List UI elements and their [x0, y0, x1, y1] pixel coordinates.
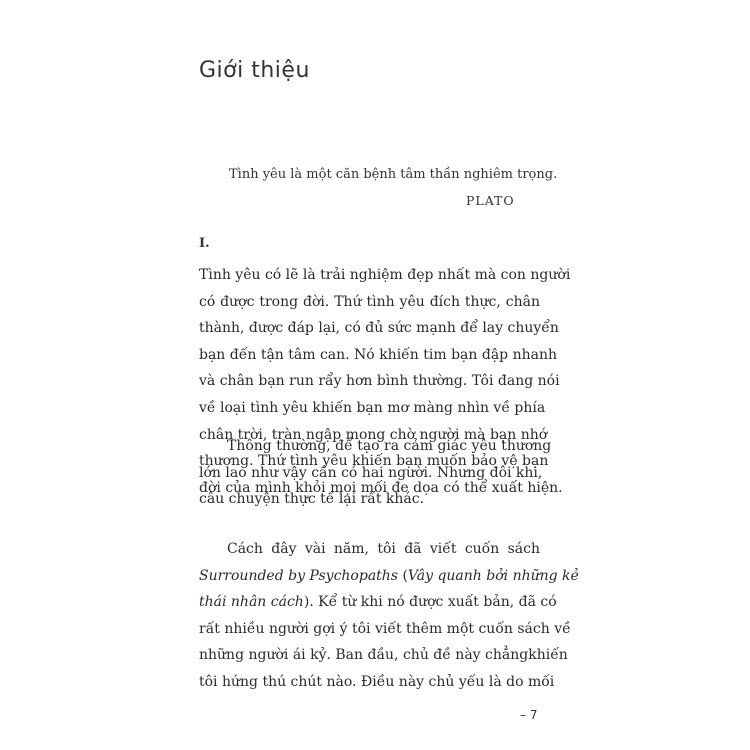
text-line: chân trời, tràn ngập mong chờ người mà bạn nhớ — [199, 426, 548, 443]
book-translation: Vây quanh bởi những kẻ — [407, 567, 579, 584]
text-line: những người ái kỷ. Ban đầu, chủ đề này chẳngkhiến — [199, 647, 568, 664]
text-line: có được trong đời. Thứ tình yêu đích thực, chân — [199, 293, 540, 310]
text-segment: . Kể từ khi nó được xuất bản, đã có — [309, 594, 557, 611]
text-line: tôi hứng thú chút nào. Điều này chủ yếu là do mối — [199, 673, 555, 690]
text-line: Thông thường, để tạo ra cảm giác yêu thương — [227, 438, 552, 454]
text-line: câu chuyện thực tế lại rất khác. — [199, 491, 425, 508]
text-line: thương. Thứ tình yêu khiến bạn muốn bảo vệ bạn — [199, 453, 549, 470]
epigraph-quote: Tình yêu là một căn bệnh tâm thần nghiêm trọng. — [229, 167, 558, 182]
text-line: Cách đây vài năm, tôi đã viết cuốn sách — [227, 541, 540, 557]
text-line: thành, được đáp lại, có đủ sức mạnh để lay chuyển — [199, 320, 559, 337]
text-line: thái nhân cách). Kể từ khi nó được xuất bản, đã có — [199, 594, 557, 611]
text-line: Surrounded by Psychopaths (Vây quanh bởi những kẻ — [199, 567, 579, 584]
text-line: rất nhiều người gợi ý tôi viết thêm một cuốn sách về — [199, 620, 571, 637]
section-number: I. — [199, 236, 210, 251]
text-line: lớn lao như vậy cần có hai người. Nhưng đôi khi, — [199, 464, 543, 481]
paragraph-2 — [199, 433, 563, 513]
text-line: Tình yêu có lẽ là trải nghiệm đẹp nhất mà con người — [199, 267, 571, 283]
book-translation-cont: thái nhân cách — [199, 594, 304, 611]
text-line: về loại tình yêu khiến bạn mơ màng nhìn về phía — [199, 399, 546, 416]
paragraph-3 — [199, 536, 579, 696]
epigraph-attribution: PLATO — [466, 193, 515, 208]
book-title: Surrounded by Psychopaths — [199, 567, 398, 584]
chapter-title: Giới thiệu — [199, 58, 310, 83]
page-number: – 7 — [520, 708, 538, 722]
text-line: đời của mình khỏi mọi mối đe dọa có thể xuất hiện. — [199, 479, 563, 496]
text-line: và chân bạn run rẩy hơn bình thường. Tôi đang nói — [199, 373, 560, 390]
text-line: bạn đến tận tâm can. Nó khiến tim bạn đập nhanh — [199, 346, 557, 363]
